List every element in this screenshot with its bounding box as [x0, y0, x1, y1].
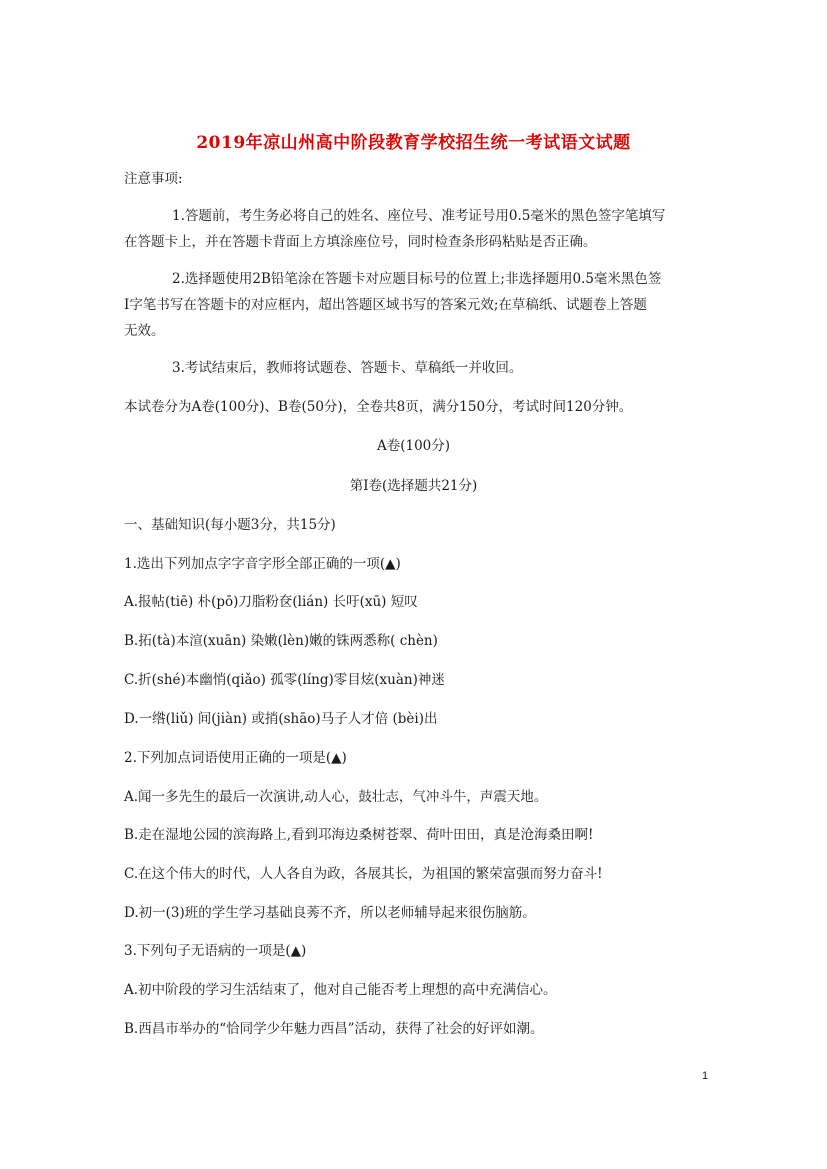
- note-2-line-1: 2.选择题使用2B铅笔涂在答题卡对应题目标号的位置上;非选择题用0.5毫米黑色签: [172, 271, 662, 287]
- note-3-line-1: 3.考试结束后，教师将试题卷、答题卡、草稿纸一并收回。: [172, 360, 523, 376]
- page-number: 1: [702, 1070, 709, 1082]
- question-2-option-a: A.闻一多先生的最后一次演讲,动人心，鼓壮志，气冲斗牛，声震天地。: [124, 789, 548, 805]
- question-2-option-d: D.初一(3)班的学生学习基础良莠不齐，所以老师辅导起来很伤脑筋。: [124, 905, 536, 921]
- note-1-line-1: 1.答题前，考生务必将自己的姓名、座位号、准考证号用0.5毫米的黑色签字笔填写: [172, 208, 666, 224]
- question-2-stem: 2.下列加点词语使用正确的一项是(▲): [124, 750, 347, 766]
- note-2-line-3: 无效。: [124, 323, 165, 339]
- section-a-heading: A卷(100分): [376, 438, 451, 454]
- question-2-option-c: C.在这个伟大的时代，人人各自为政，各展其长，为祖国的繁荣富强而努力奋斗!: [124, 866, 603, 882]
- question-1-option-c: C.折(shé)本幽悄(qiǎo) 孤零(líng)零目炫(xuàn)神迷: [124, 672, 445, 688]
- question-2-option-b: B.走在湿地公园的滨海路上,看到邛海边桑树苍翠、荷叶田田，真是沧海桑田啊!: [124, 827, 594, 843]
- exam-summary: 本试卷分为A卷(100分)、B卷(50分)，全卷共8页，满分150分，考试时间120分钟。: [124, 399, 633, 415]
- notice-heading: 注意事项:: [124, 171, 183, 187]
- group-heading: 一、基础知识(每小题3分，共15分): [124, 517, 336, 533]
- question-3-option-a: A.初中阶段的学习生活结束了，他对自己能否考上理想的高中充满信心。: [124, 982, 557, 998]
- page-title: 2019年凉山州高中阶段教育学校招生统一考试语文试题: [196, 133, 631, 153]
- question-1-option-d: D.一绺(liǔ) 间(jiàn) 或捎(shāo)马子人才倍 (bèi)出: [124, 711, 438, 727]
- question-3-option-b: B.西昌市举办的“恰同学少年魅力西昌”活动，获得了社会的好评如潮。: [124, 1021, 544, 1037]
- note-2-line-2: I字笔书写在答题卡的对应框内，超出答题区域书写的答案元效;在草稿纸、试题卷上答题: [124, 297, 647, 313]
- part-one-heading: 第I卷(选择题共21分): [349, 478, 478, 494]
- question-1-option-b: B.拓(tà)本渲(xuān) 染嫩(lèn)嫩的铢两悉称( chèn): [124, 633, 438, 649]
- question-1-option-a: A.报帖(tiē) 朴(pō)刀脂粉奁(lián) 长吁(xū) 短叹: [124, 594, 418, 610]
- question-3-stem: 3.下列句子无语病的一项是(▲): [124, 943, 307, 959]
- question-1-stem: 1.选出下列加点字字音字形全部正确的一项(▲): [124, 556, 401, 572]
- note-1-line-2: 在答题卡上，并在答题卡背面上方填涂座位号，同时检查条形码粘贴是否正确。: [124, 234, 597, 250]
